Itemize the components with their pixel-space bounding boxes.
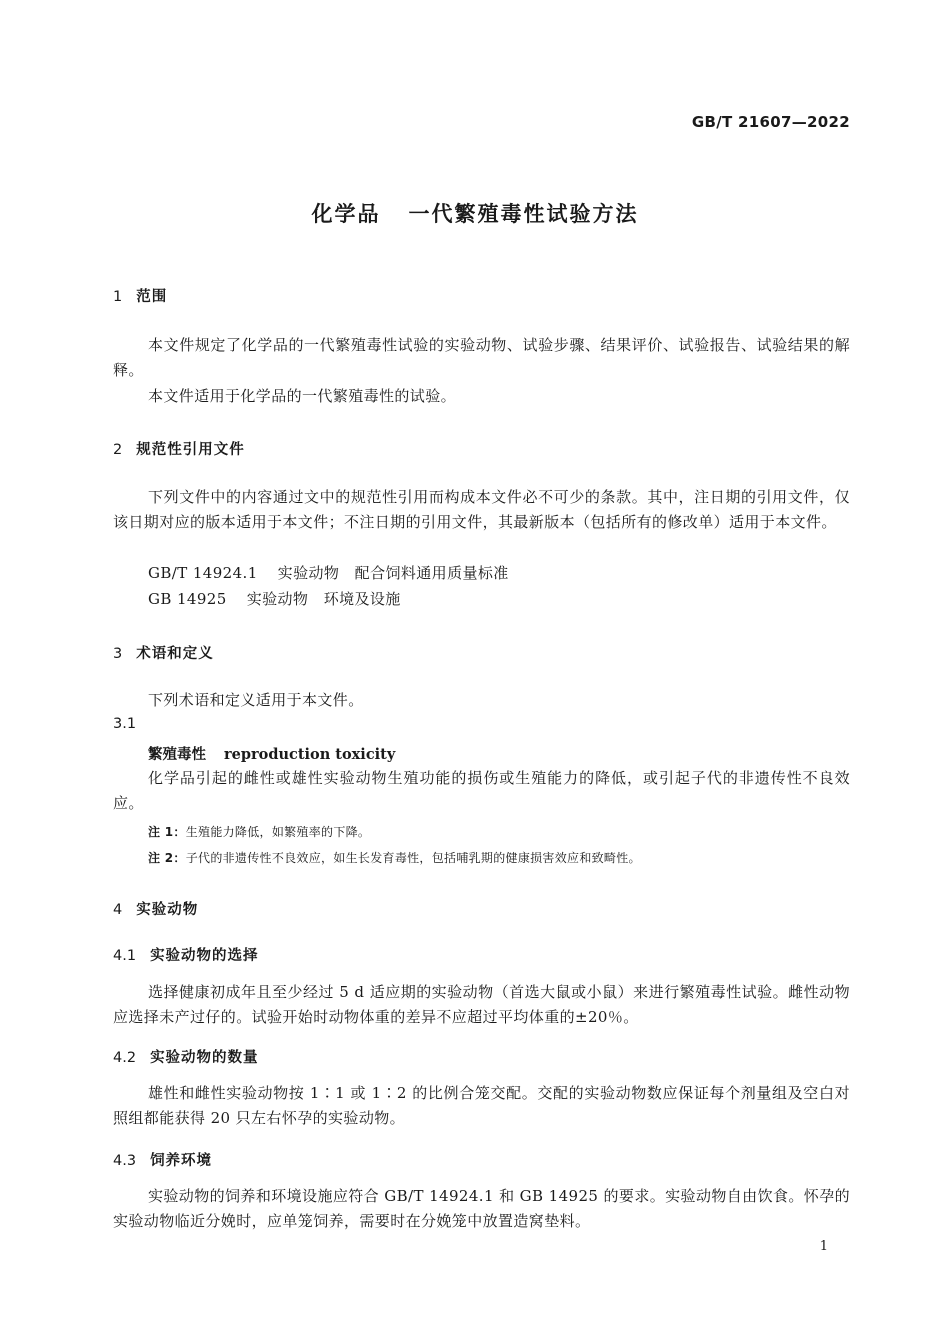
document-title xyxy=(0,198,950,228)
note-label: 注 2： xyxy=(148,851,186,865)
reference-code: GB/T 14924.1 xyxy=(148,564,258,582)
normative-reference xyxy=(148,562,509,583)
section-title: 范围 xyxy=(136,289,168,305)
term-number: 3.1 xyxy=(113,716,137,732)
section-1-paragraph-2: 本文件适用于化学品的一代繁殖毒性的试验。 xyxy=(148,387,457,405)
note-text: 生殖能力降低，如繁殖率的下降。 xyxy=(185,825,371,839)
section-title: 实验动物的数量 xyxy=(150,1050,259,1066)
section-title: 饲养环境 xyxy=(150,1153,213,1169)
reference-title: 实验动物 配合饲料通用质量标准 xyxy=(277,564,509,582)
section-3-heading xyxy=(113,642,214,663)
section-number: 1 xyxy=(113,289,123,305)
section-2-paragraph-1: 下列文件中的内容通过文中的规范性引用而构成本文件必不可少的条款。其中，注日期的引用文件，仅该日期对应的版本适用于本文件；不注日期的引用文件，其最新版本（包括所有的修改单）适用于本文件。 xyxy=(113,488,850,531)
note-2 xyxy=(148,849,641,866)
reference-code: GB 14925 xyxy=(148,590,227,608)
note-text: 子代的非遗传性不良效应，如生长发育毒性，包括哺乳期的健康损害效应和致畸性。 xyxy=(185,851,641,865)
title-part-2: 一代繁殖毒性试验方法 xyxy=(408,202,639,226)
section-4-3-paragraph: 实验动物的饲养和环境设施应符合 GB/T 14924.1 和 GB 14925 的要求。实验动物自由饮食。怀孕的实验动物临近分娩时，应单笼饲养，需要时在分娩笼中放置造窝垫料。 xyxy=(113,1187,850,1230)
term-chinese: 繁殖毒性 xyxy=(148,746,206,763)
section-2-heading xyxy=(113,438,245,459)
section-title: 实验动物的选择 xyxy=(150,948,259,964)
note-1 xyxy=(148,823,370,840)
section-title: 规范性引用文件 xyxy=(136,442,245,458)
section-3-paragraph-1: 下列术语和定义适用于本文件。 xyxy=(148,691,364,709)
section-title: 术语和定义 xyxy=(136,646,214,662)
section-4-1-heading xyxy=(113,944,259,965)
reference-title: 实验动物 环境及设施 xyxy=(246,590,401,608)
normative-reference xyxy=(148,588,401,609)
section-number: 2 xyxy=(113,442,123,458)
section-number: 4.1 xyxy=(113,948,137,964)
section-4-3-heading xyxy=(113,1149,212,1170)
term-entry xyxy=(148,743,395,764)
section-4-2-paragraph: 雄性和雌性实验动物按 1∶1 或 1∶2 的比例合笼交配。交配的实验动物数应保证每个剂量组及空白对照组都能获得 20 只左右怀孕的实验动物。 xyxy=(113,1084,850,1127)
section-4-2-heading xyxy=(113,1046,259,1067)
section-1-paragraph-1: 本文件规定了化学品的一代繁殖毒性试验的实验动物、试验步骤、结果评价、试验报告、试验结果的解释。 xyxy=(113,336,850,379)
title-part-1: 化学品 xyxy=(311,202,381,226)
section-number: 4.3 xyxy=(113,1153,137,1169)
term-english: reproduction toxicity xyxy=(224,746,396,763)
section-1-heading xyxy=(113,285,167,306)
section-number: 3 xyxy=(113,646,123,662)
term-definition: 化学品引起的雌性或雄性实验动物生殖功能的损伤或生殖能力的降低，或引起子代的非遗传性不良效应。 xyxy=(113,769,850,812)
section-4-1-paragraph: 选择健康初成年且至少经过 5 d 适应期的实验动物（首选大鼠或小鼠）来进行繁殖毒性试验。雌性动物应选择未产过仔的。试验开始时动物体重的差异不应超过平均体重的±20％。 xyxy=(113,983,850,1026)
standard-code: GB/T 21607—2022 xyxy=(691,113,850,131)
page-number: 1 xyxy=(819,1239,828,1254)
section-number: 4.2 xyxy=(113,1050,137,1066)
note-label: 注 1： xyxy=(148,825,186,839)
section-number: 4 xyxy=(113,902,123,918)
section-4-heading xyxy=(113,898,198,919)
section-title: 实验动物 xyxy=(136,902,199,918)
